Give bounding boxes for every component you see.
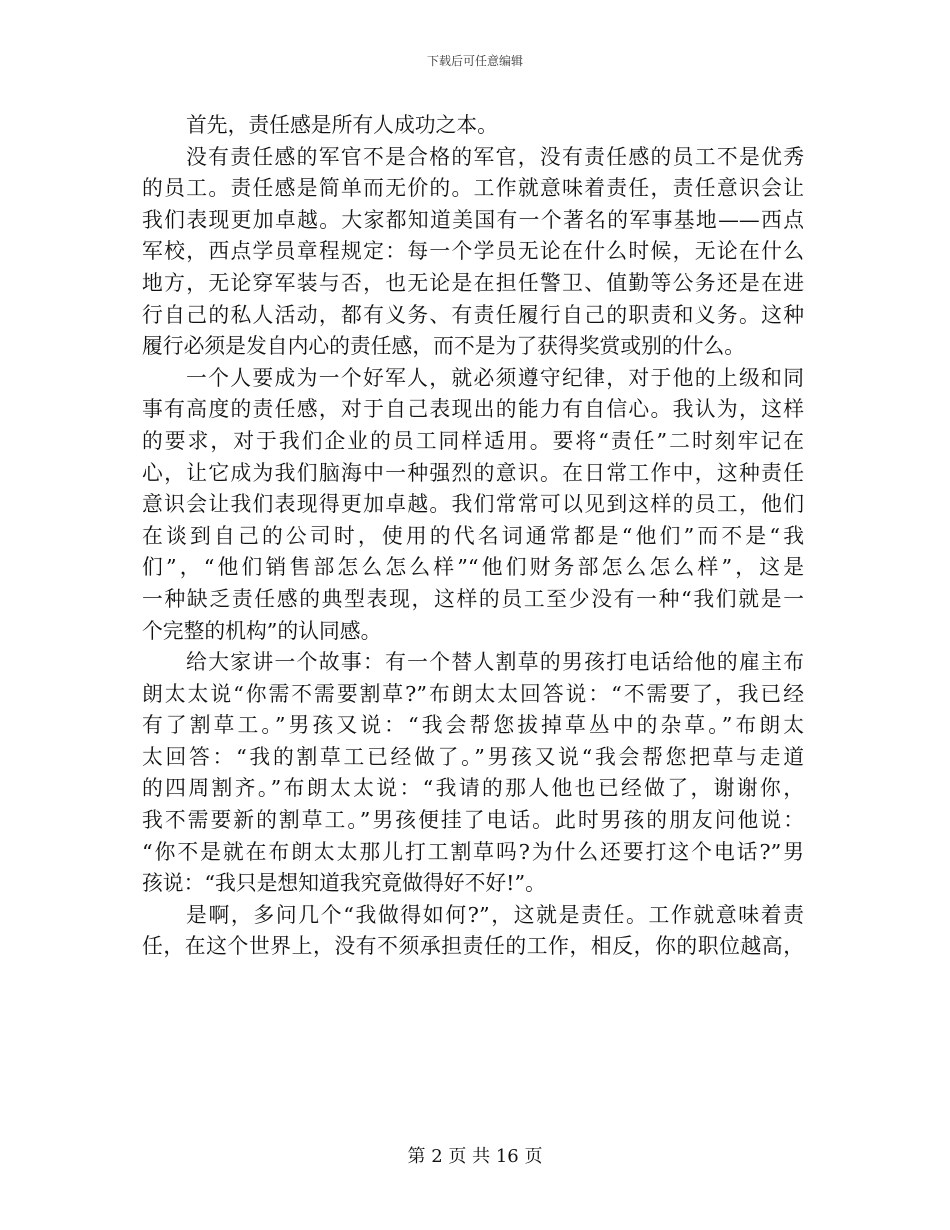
paragraph-3-line-1: 一个人要成为一个好军人，就必须遵守纪律，对于他的上级和同	[186, 365, 804, 390]
paragraph-2-line-1: 没有责任感的军官不是合格的军官，没有责任感的员工不是优秀	[186, 144, 804, 169]
paragraph-3-line-9: 个完整的机构”的认同感。	[142, 618, 382, 643]
paragraph-4-line-8: 孩说：“我只是想知道我究竟做得好不好!”。	[142, 871, 546, 896]
paragraph-3-line-6: 在谈到自己的公司时，使用的代名词通常都是“他们”而不是“我	[142, 523, 804, 548]
paragraph-4-line-3: 有了割草工。”男孩又说：“我会帮您拔掉草丛中的杂草。”布朗太	[142, 713, 804, 738]
paragraph-4-line-6: 我不需要新的割草工。”男孩便挂了电话。此时男孩的朋友问他说：	[142, 808, 804, 833]
paragraph-4-line-1: 给大家讲一个故事：有一个替人割草的男孩打电话给他的雇主布	[186, 650, 804, 675]
document-body	[142, 110, 804, 963]
paragraph-3-line-7: 们”，“他们销售部怎么怎么样”“他们财务部怎么怎么样”，这是	[142, 555, 804, 580]
page-number-footer: 第 2 页 共 16 页	[407, 1146, 543, 1167]
paragraph-3-line-2: 事有高度的责任感，对于自己表现出的能力有自信心。我认为，这样	[142, 397, 804, 422]
paragraph-3-line-3: 的要求，对于我们企业的员工同样适用。要将“责任”二时刻牢记在	[142, 428, 804, 453]
paragraph-2-line-3: 我们表现更加卓越。大家都知道美国有一个著名的军事基地——西点	[142, 207, 804, 232]
paragraph-2-line-7: 履行必须是发自内心的责任感，而不是为了获得奖赏或别的什么。	[142, 334, 746, 359]
paragraph-2-line-5: 地方，无论穿军装与否，也无论是在担任警卫、值勤等公务还是在进	[142, 270, 804, 295]
paragraph-3-line-4: 心，让它成为我们脑海中一种强烈的意识。在日常工作中，这种责任	[142, 460, 804, 485]
paragraph-5-line-1: 是啊，多问几个“我做得如何?”，这就是责任。工作就意味着责	[186, 902, 804, 927]
paragraph-3-line-8: 一种缺乏责任感的典型表现，这样的员工至少没有一种“我们就是一	[142, 586, 804, 611]
paragraph-3-line-5: 意识会让我们表现得更加卓越。我们常常可以见到这样的员工，他们	[142, 492, 804, 517]
paragraph-4-line-2: 朗太太说“你需不需要割草?”布朗太太回答说：“不需要了，我已经	[142, 681, 804, 706]
paragraph-2-line-4: 军校，西点学员章程规定：每一个学员无论在什么时候，无论在什么	[142, 239, 804, 264]
paragraph-4-line-5: 的四周割齐。”布朗太太说：“我请的那人他也已经做了，谢谢你，	[142, 776, 804, 801]
paragraph-2-line-6: 行自己的私人活动，都有义务、有责任履行自己的职责和义务。这种	[142, 302, 804, 327]
paragraph-2-line-2: 的员工。责任感是简单而无价的。工作就意味着责任，责任意识会让	[142, 176, 804, 201]
paragraph-4-line-4: 太回答：“我的割草工已经做了。”男孩又说“我会帮您把草与走道	[142, 744, 804, 769]
paragraph-4-line-7: “你不是就在布朗太太那儿打工割草吗?为什么还要打这个电话?”男	[142, 839, 804, 864]
page-header: 下载后可任意编辑	[426, 54, 523, 68]
paragraph-5-line-2: 任，在这个世界上，没有不须承担责任的工作，相反，你的职位越高，	[142, 934, 804, 959]
paragraph-1-line-1: 首先，责任感是所有人成功之本。	[186, 113, 498, 137]
